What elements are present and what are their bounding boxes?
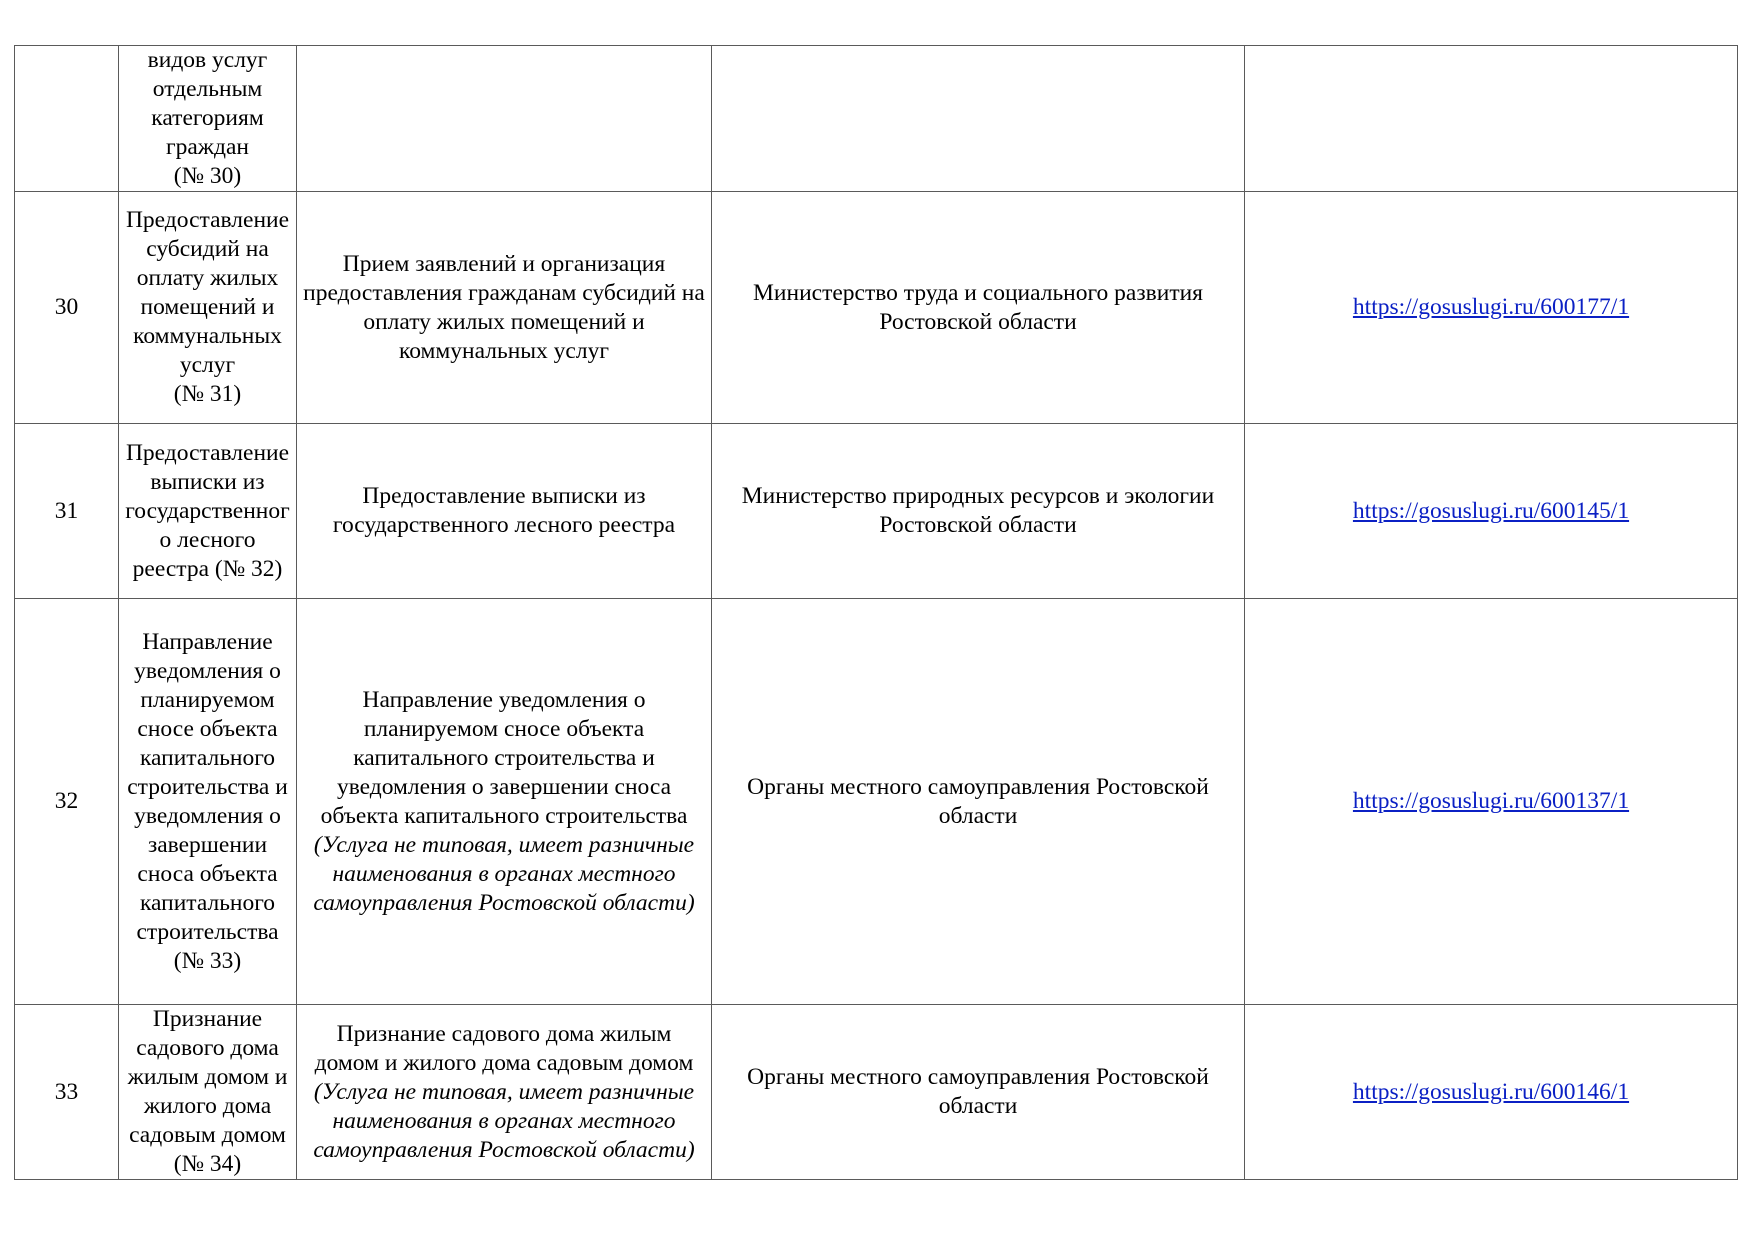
- services-table: [14, 45, 1738, 1180]
- table-row: [15, 192, 1738, 424]
- table-row: [15, 424, 1738, 599]
- service-short-name: видов услуг отдельным категориям граждан: [147, 47, 268, 160]
- service-link-cell: [1245, 192, 1738, 424]
- gosuslugi-link[interactable]: https://gosuslugi.ru/600146/1: [1352, 1078, 1630, 1105]
- table-row: [15, 1005, 1738, 1180]
- service-organization: Органы местного самоуправления Ростовской области: [712, 599, 1245, 1005]
- service-short-code: (№ 30): [173, 163, 242, 189]
- service-description: Прием заявлений и организация предоставления гражданам субсидий на оплату жилых помещений и коммунальных услуг: [297, 192, 712, 424]
- service-short-name: Направление уведомления о планируемом сносе объекта капитального строительства и уведомления о завершении сноса объекта капитального строительства: [127, 628, 288, 945]
- table-row: [15, 599, 1738, 1005]
- service-short-name-cell: [119, 424, 297, 599]
- service-organization: Органы местного самоуправления Ростовской области: [712, 1005, 1245, 1180]
- row-number: 30: [15, 192, 119, 424]
- service-short-name-cell: [119, 46, 297, 192]
- table-row: [15, 46, 1738, 192]
- service-short-name-cell: [119, 192, 297, 424]
- service-description: Признание садового дома жилым домом и жилого дома садовым домом: [314, 1020, 694, 1076]
- service-note: (Услуга не типовая, имеет разничные наименования в органах местного самоуправления Ростовской области): [313, 831, 695, 916]
- row-number: 33: [15, 1005, 119, 1180]
- service-description-cell: [297, 599, 712, 1005]
- service-note: (Услуга не типовая, имеет разничные наименования в органах местного самоуправления Ростовской области): [313, 1078, 695, 1163]
- service-description: Направление уведомления о планируемом сносе объекта капитального строительства и уведомления о завершении сноса объекта капитального строительства: [320, 686, 688, 829]
- service-description-cell: [297, 1005, 712, 1180]
- service-link-cell: [1245, 424, 1738, 599]
- service-short-name: Признание садового дома жилым домом и жилого дома садовым домом (№ 34): [127, 1006, 288, 1177]
- service-organization: [712, 46, 1245, 192]
- gosuslugi-link[interactable]: https://gosuslugi.ru/600177/1: [1352, 294, 1630, 320]
- service-link-cell: [1245, 1005, 1738, 1180]
- service-short-name-cell: [119, 599, 297, 1005]
- service-short-name-cell: [119, 1005, 297, 1180]
- row-number: 32: [15, 599, 119, 1005]
- row-number: 31: [15, 424, 119, 599]
- service-organization: Министерство труда и социального развития Ростовской области: [712, 192, 1245, 424]
- service-link-cell: [1245, 46, 1738, 192]
- row-number: [15, 46, 119, 192]
- gosuslugi-link[interactable]: https://gosuslugi.ru/600145/1: [1352, 497, 1630, 524]
- service-short-code: (№ 33): [173, 947, 242, 974]
- service-organization: Министерство природных ресурсов и экологии Ростовской области: [712, 424, 1245, 599]
- service-link-cell: [1245, 599, 1738, 1005]
- gosuslugi-link[interactable]: https://gosuslugi.ru/600137/1: [1352, 788, 1630, 814]
- service-short-name: Предоставление выписки из государственного лесного реестра (№ 32): [125, 439, 290, 582]
- service-description: Предоставление выписки из государственного лесного реестра: [297, 424, 712, 599]
- service-description: [297, 46, 712, 192]
- service-short-name: Предоставление субсидий на оплату жилых помещений и коммунальных услуг: [125, 207, 290, 378]
- service-short-code: (№ 31): [173, 381, 242, 407]
